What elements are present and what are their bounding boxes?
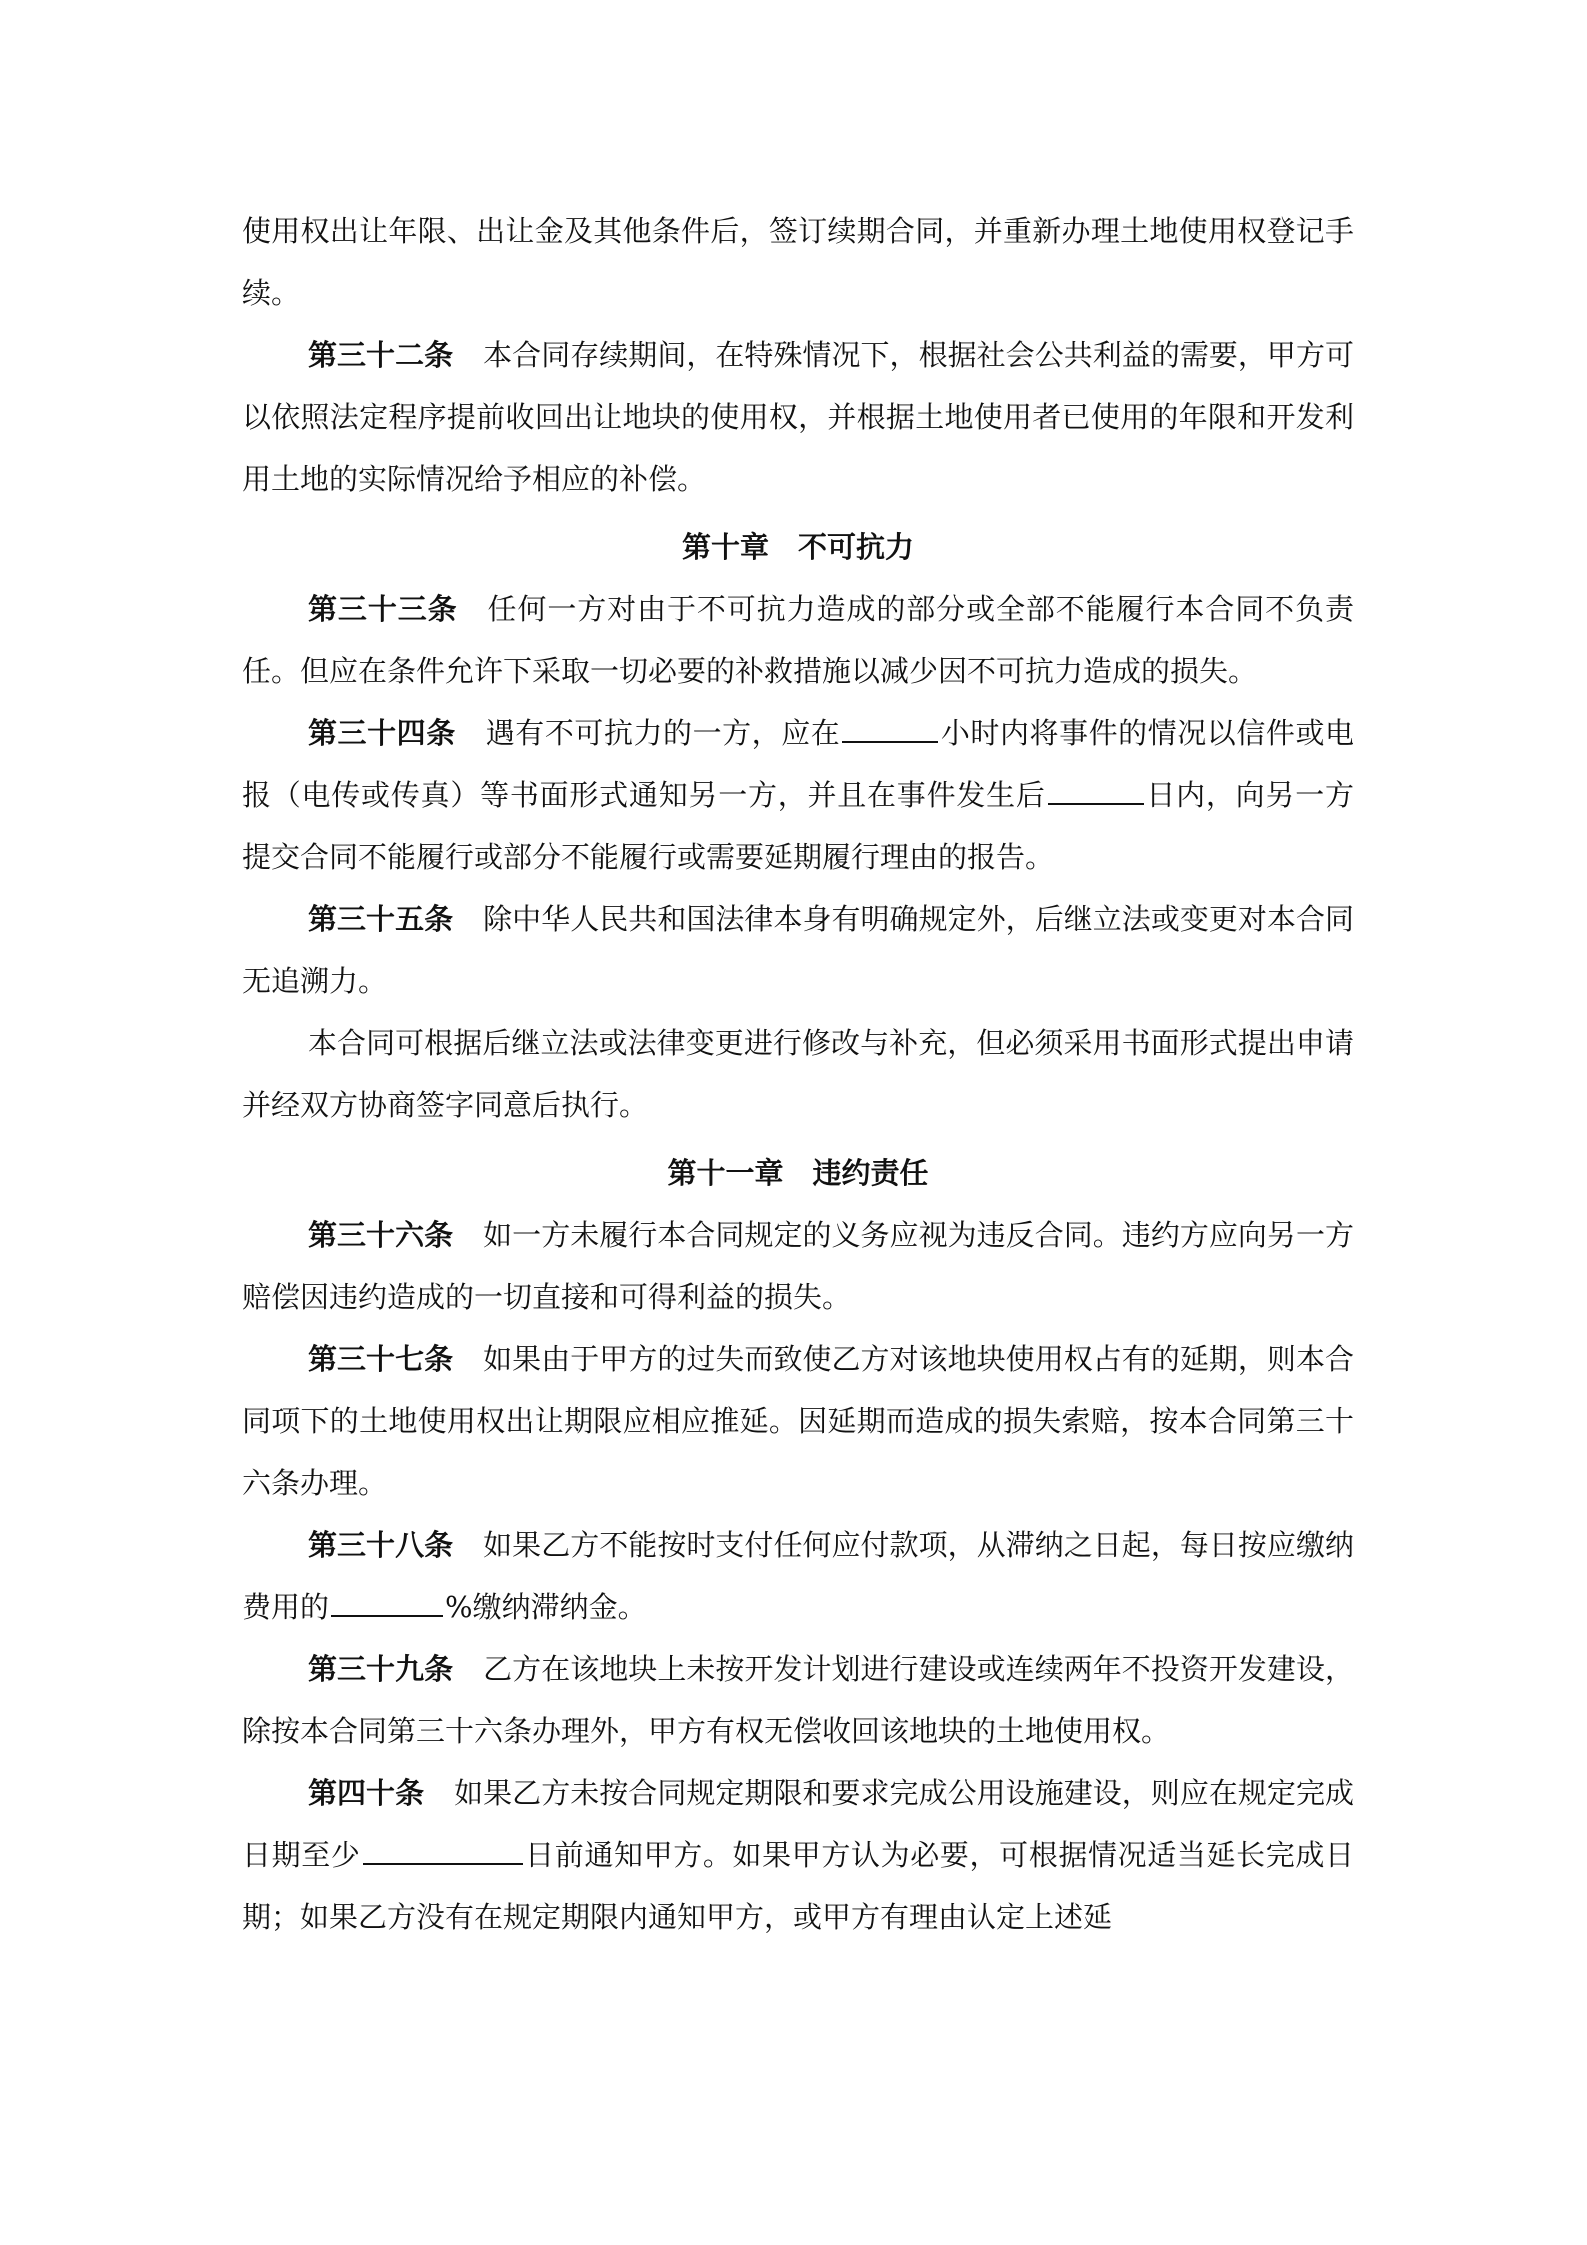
article-text: 除中华人民共和国法律本身有明确规定外，后继立法或变更对本合同无追溯力。 xyxy=(242,902,1354,998)
article-36 xyxy=(242,1204,1354,1328)
article-text: 乙方在该地块上未按开发计划进行建设或连续两年不投资开发建设，除按本合同第三十六条办理外，甲方有权无偿收回该地块的土地使用权。 xyxy=(242,1652,1354,1748)
article-text: 本合同存续期间，在特殊情况下，根据社会公共利益的需要，甲方可以依照法定程序提前收回出让地块的使用权，并根据土地使用者已使用的年限和开发利用土地的实际情况给予相应的补偿。 xyxy=(242,338,1354,496)
article-text: %缴纳滞纳金。 xyxy=(445,1590,647,1624)
article-label: 第三十五条 xyxy=(308,902,454,936)
fill-in-blank-percent[interactable] xyxy=(331,1587,443,1617)
article-text: 日内，向另一方提交合同不能履行或部分不能履行或需要延期履行理由的报告。 xyxy=(242,778,1354,874)
article-37 xyxy=(242,1328,1354,1514)
article-34 xyxy=(242,702,1354,888)
article-text: 小时内将事件的情况以信件或电报（电传或传真）等书面形式通知另一方，并且在事件发生后 xyxy=(242,716,1354,812)
article-text: 如一方未履行本合同规定的义务应视为违反合同。违约方应向另一方赔偿因违约造成的一切直接和可得利益的损失。 xyxy=(242,1218,1354,1314)
fill-in-blank-notice-days[interactable] xyxy=(363,1835,523,1865)
article-text: 遇有不可抗力的一方，应在 xyxy=(485,716,841,750)
article-label: 第三十八条 xyxy=(308,1528,454,1562)
article-text: 日前通知甲方。如果甲方认为必要，可根据情况适当延长完成日期；如果乙方没有在规定期限内通知甲方，或甲方有理由认定上述延 xyxy=(242,1838,1354,1934)
paragraph-amendment: 本合同可根据后继立法或法律变更进行修改与补充，但必须采用书面形式提出申请并经双方协商签字同意后执行。 xyxy=(242,1026,1354,1122)
article-39 xyxy=(242,1638,1354,1762)
fill-in-blank-days[interactable] xyxy=(1048,775,1144,805)
article-text: 如果乙方未按合同规定期限和要求完成公用设施建设，则应在规定完成日期至少 xyxy=(242,1776,1354,1872)
document-page xyxy=(242,200,1354,1948)
article-label: 第三十三条 xyxy=(308,592,458,626)
article-33 xyxy=(242,578,1354,702)
article-label: 第四十条 xyxy=(308,1776,425,1810)
article-text: 如果乙方不能按时支付任何应付款项，从滞纳之日起，每日按应缴纳费用的 xyxy=(242,1528,1354,1624)
article-text: 任何一方对由于不可抗力造成的部分或全部不能履行本合同不负责任。但应在条件允许下采取一切必要的补救措施以减少因不可抗力造成的损失。 xyxy=(242,592,1354,688)
article-40 xyxy=(242,1762,1354,1948)
paragraph-continuation: 使用权出让年限、出让金及其他条件后，签订续期合同，并重新办理土地使用权登记手续。 xyxy=(242,214,1354,310)
chapter-heading-10: 第十章 不可抗力 xyxy=(681,530,914,564)
article-text: 如果由于甲方的过失而致使乙方对该地块使用权占有的延期，则本合同项下的土地使用权出让期限应相应推延。因延期而造成的损失索赔，按本合同第三十六条办理。 xyxy=(242,1342,1354,1500)
article-38 xyxy=(242,1514,1354,1638)
article-label: 第三十七条 xyxy=(308,1342,454,1376)
article-35 xyxy=(242,888,1354,1012)
article-label: 第三十二条 xyxy=(308,338,454,372)
article-label: 第三十九条 xyxy=(308,1652,454,1686)
article-label: 第三十六条 xyxy=(308,1218,454,1252)
fill-in-blank-hours[interactable] xyxy=(842,713,938,743)
chapter-heading-11: 第十一章 违约责任 xyxy=(667,1156,929,1190)
article-32 xyxy=(242,324,1354,510)
article-label: 第三十四条 xyxy=(308,716,456,750)
